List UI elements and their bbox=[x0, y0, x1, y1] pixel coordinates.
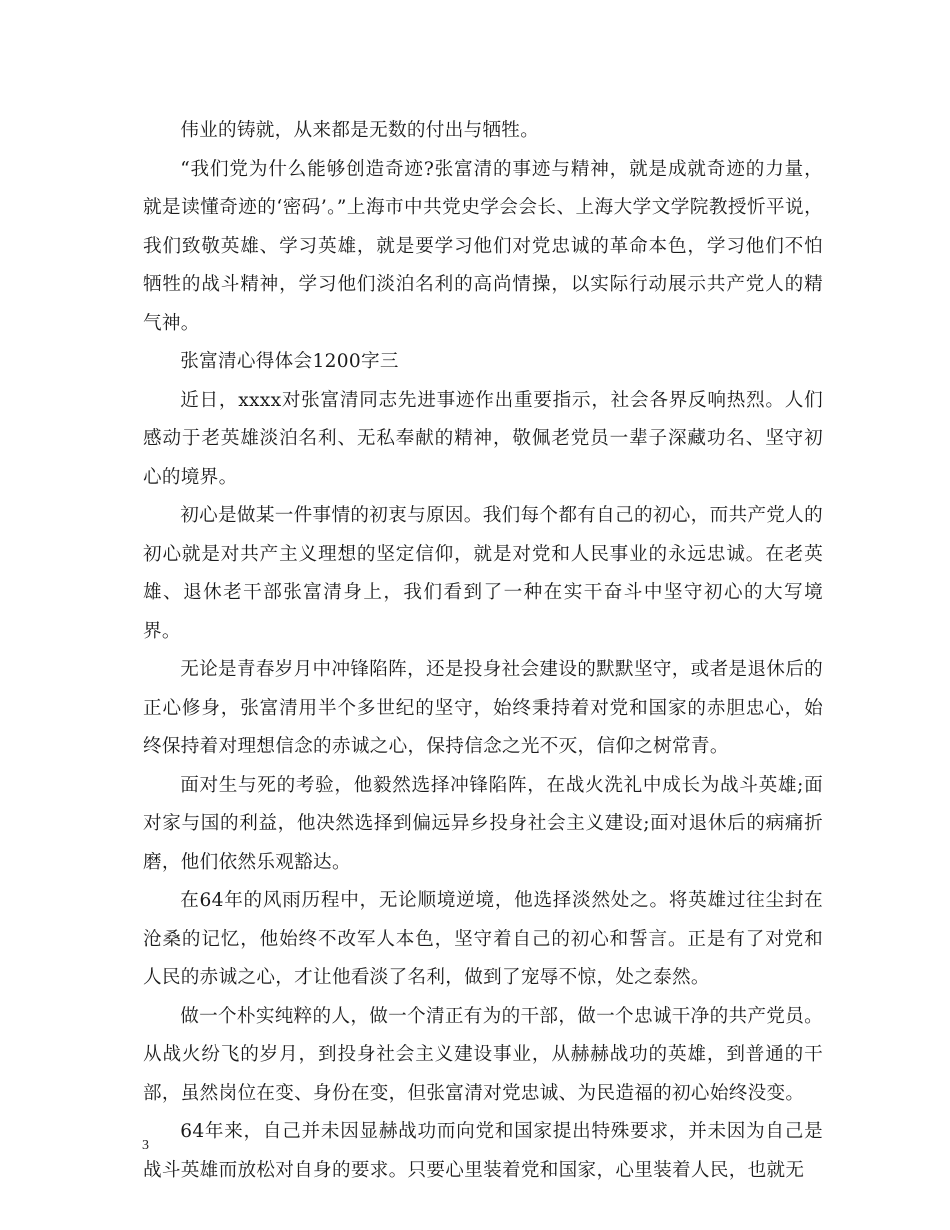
paragraph-6: 面对生与死的考验，他毅然选择冲锋陷阵，在战火洗礼中成长为战斗英雄;面对家与国的利益，他决然选择到偏远异乡投身社会主义建设;面对退休后的病痛折磨，他们依然乐观豁达。 bbox=[143, 774, 823, 873]
paragraph-4: 初心是做某一件事情的初衷与原因。我们每个都有自己的初心，而共产党人的初心就是对共产主义理想的坚定信仰，就是对党和人民事业的永远忠诚。在老英雄、退休老干部张富清身上，我们看到了一种在实干奋斗中坚守初心的大写境界。 bbox=[143, 505, 823, 642]
paragraph-1: 伟业的铸就，从来都是无数的付出与牺牲。 bbox=[180, 120, 540, 141]
paragraph-2: “我们党为什么能够创造奇迹?张富清的事迹与精神，就是成就奇迹的力量，就是读懂奇迹的‘密码’。”上海市中共党史学会会长、上海大学文学院教授忻平说，我们致敬英雄、学习英雄，就是要学习他们对党忠诚的革命本色，学习他们不怕牺牲的战斗精神，学习他们淡泊名利的高尚情操，以实际行动展示共产党人的精气神。 bbox=[143, 158, 823, 334]
document-body bbox=[143, 112, 823, 1190]
section-heading: 张富清心得体会1200字三 bbox=[180, 351, 399, 372]
page-number: 3 bbox=[142, 1138, 149, 1153]
paragraph-7: 在64年的风雨历程中，无论顺境逆境，他选择淡然处之。将英雄过往尘封在沧桑的记忆，他始终不改军人本色，坚守着自己的初心和誓言。正是有了对党和人民的赤诚之心，才让他看淡了名利，做到了宠辱不惊，处之泰然。 bbox=[143, 890, 823, 988]
paragraph-5: 无论是青春岁月中冲锋陷阵，还是投身社会建设的默默坚守，或者是退休后的正心修身，张富清用半个多世纪的坚守，始终秉持着对党和国家的赤胆忠心，始终保持着对理想信念的赤诚之心，保持信念之光不灭，信仰之树常青。 bbox=[143, 659, 823, 757]
paragraph-3: 近日，xxxx对张富清同志先进事迹作出重要指示，社会各界反响热烈。人们感动于老英雄淡泊名利、无私奉献的精神，敬佩老党员一辈子深藏功名、坚守初心的境界。 bbox=[143, 389, 823, 488]
paragraph-8: 做一个朴实纯粹的人，做一个清正有为的干部，做一个忠诚干净的共产党员。从战火纷飞的岁月，到投身社会主义建设事业，从赫赫战功的英雄，到普通的干部，虽然岗位在变、身份在变，但张富清对党忠诚、为民造福的初心始终没变。 bbox=[143, 1005, 823, 1104]
paragraph-9: 64年来，自己并未因显赫战功而向党和国家提出特殊要求，并未因为自己是战斗英雄而放松对自身的要求。只要心里装着党和国家，心里装着人民，也就无 bbox=[143, 1121, 823, 1181]
